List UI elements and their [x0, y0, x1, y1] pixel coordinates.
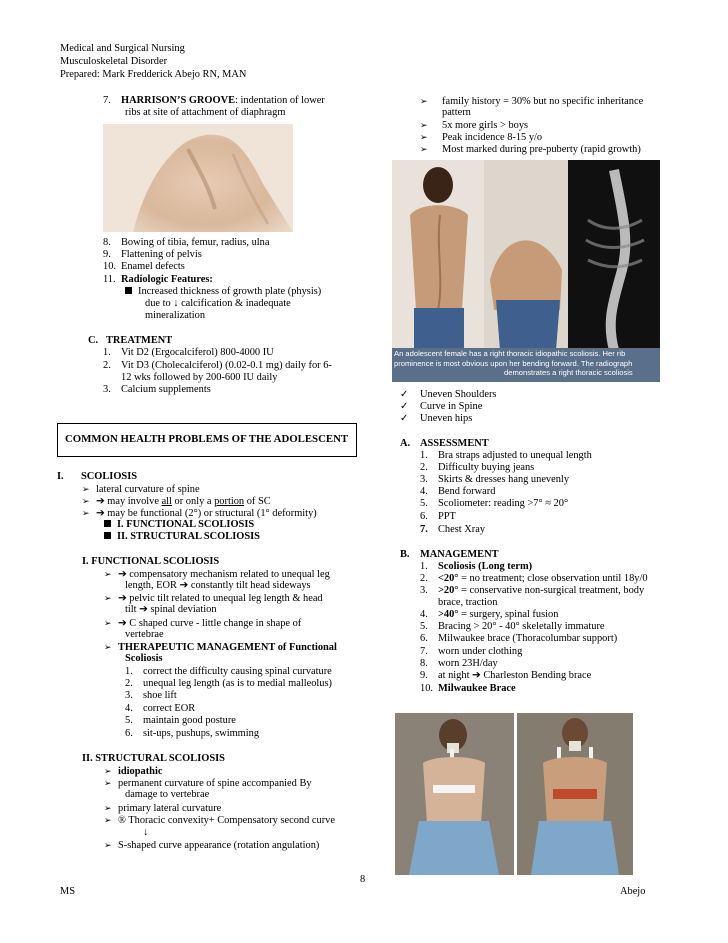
assessment-3: 3. Skirts & dresses hang unevenly — [420, 474, 570, 485]
management-7: 7. worn under clothing — [420, 646, 523, 657]
footer-right: Abejo — [620, 886, 646, 897]
therapy-5: 5. maintain good posture — [125, 715, 236, 726]
milwaukee-brace-photo-1 — [395, 713, 514, 875]
treatment-heading: C. TREATMENT — [88, 335, 173, 346]
milwaukee-brace-image-1 — [395, 713, 514, 875]
therapy-3: 3. shoe lift — [125, 690, 177, 701]
structural-4: ➢ ® Thoracic convexity+ Compensatory second curve — [104, 815, 335, 826]
right-bullet-1: ➢ family history = 30% but no specific inheritance — [420, 96, 644, 107]
structural-heading: II. STRUCTURAL SCOLIOSIS — [82, 753, 225, 764]
arrow-bullet-icon: ➢ — [104, 569, 112, 579]
management-4: 4. >40° = surgery, spinal fusion — [420, 609, 559, 620]
therapy-2: 2. unequal leg length (as is to medial malleolus) — [125, 678, 333, 689]
functional-2-cont: tilt ➔ spinal deviation — [125, 604, 217, 615]
arrow-bullet-icon: ➢ — [104, 593, 112, 603]
check-3: ✓ Uneven hips — [400, 413, 473, 424]
item-10: 10. Enamel defects — [103, 261, 185, 272]
assessment-5: 5. Scoliometer: reading >7° ≈ 20° — [420, 498, 569, 509]
functional-1-cont: length, EOR ➔ constantly tilt head sideways — [125, 580, 311, 591]
check-icon: ✓ — [400, 413, 409, 424]
check-icon: ✓ — [400, 401, 409, 412]
structural-1: ➢ idiopathic — [104, 766, 163, 777]
arrow-bullet-icon: ➢ — [82, 484, 90, 494]
square-bullet-icon — [125, 287, 132, 294]
management-3: 3. >20° = conservative non-surgical treatment, body — [420, 585, 645, 596]
arrow-bullet-icon: ➢ — [104, 618, 112, 628]
arrow-bullet-icon: ➢ — [104, 778, 112, 788]
right-bullet-3: ➢ Peak incidence 8-15 y/o — [420, 132, 543, 143]
functional-3: ➢ ➔ C shaped curve - little change in shape of — [104, 618, 302, 629]
header-line-2: Musculoskeletal Disorder — [60, 56, 168, 67]
functional-4: ➢ THERAPEUTIC MANAGEMENT of Functional — [104, 642, 337, 653]
assessment-7: 7. Chest Xray — [420, 524, 486, 535]
arrow-bullet-icon: ➢ — [82, 508, 90, 518]
functional-heading: I. FUNCTIONAL SCOLIOSIS — [82, 556, 220, 567]
functional-2: ➢ ➔ pelvic tilt related to unequal leg length & head — [104, 593, 323, 604]
structural-2: ➢ permanent curvature of spine accompanied By — [104, 778, 312, 789]
management-heading: B. MANAGEMENT — [400, 549, 499, 560]
arrow-bullet-icon: ➢ — [420, 144, 428, 154]
square-bullet-icon — [104, 520, 111, 527]
arrow-bullet-icon: ➢ — [104, 815, 112, 825]
structural-2-cont: damage to vertebrae — [125, 789, 210, 800]
arrow-bullet-icon: ➢ — [104, 803, 112, 813]
scoliosis-point-1: ➢ lateral curvature of spine — [82, 484, 200, 495]
structural-5: ➢ S-shaped curve appearance (rotation angulation) — [104, 840, 320, 851]
treatment-3: 3. Calcium supplements — [103, 384, 211, 395]
assessment-2: 2. Difficulty buying jeans — [420, 462, 535, 473]
header-line-1: Medical and Surgical Nursing — [60, 43, 185, 54]
structural-3: ➢ primary lateral curvature — [104, 803, 222, 814]
assessment-4: 4. Bend forward — [420, 486, 496, 497]
assessment-heading: A. ASSESSMENT — [400, 438, 489, 449]
item-9: 9. Flattening of pelvis — [103, 249, 202, 260]
assessment-1: 1. Bra straps adjusted to unequal length — [420, 450, 592, 461]
check-icon: ✓ — [400, 389, 409, 400]
management-6: 6. Milwaukee brace (Thoracolumbar support) — [420, 633, 618, 644]
treatment-2-cont: 12 wks followed by 200-600 IU daily — [121, 372, 278, 383]
harrisons-groove-photo — [103, 124, 293, 232]
management-1: 1. Scoliosis (Long term) — [420, 561, 533, 572]
check-2: ✓ Curve in Spine — [400, 401, 483, 412]
therapy-6: 6. sit-ups, pushups, swimming — [125, 728, 260, 739]
arrow-bullet-icon: ➢ — [420, 132, 428, 142]
arrow-bullet-icon: ➢ — [104, 840, 112, 850]
assessment-6: 6. PPT — [420, 511, 456, 522]
functional-3-cont: vertebrae — [125, 629, 164, 640]
functional-1: ➢ ➔ compensatory mechanism related to unequal leg — [104, 569, 330, 580]
therapy-4: 4. correct EOR — [125, 703, 196, 714]
arrow-bullet-icon: ➢ — [104, 642, 112, 652]
management-9: 9. at night ➔ Charleston Bending brace — [420, 670, 592, 681]
treatment-2: 2. Vit D3 (Cholecalciferol) (0.02-0.1 mg) daily for 6- — [103, 360, 332, 371]
right-bullet-4: ➢ Most marked during pre-puberty (rapid growth) — [420, 144, 641, 155]
structural-4-arrow: ↓ — [143, 827, 149, 838]
scoliosis-point-2: ➢ ➔ may involve all or only a portion of SC — [82, 496, 271, 507]
page-number: 8 — [360, 874, 366, 885]
arrow-bullet-icon: ➢ — [420, 96, 428, 106]
treatment-1: 1. Vit D2 (Ergocalciferol) 800-4000 IU — [103, 347, 274, 358]
milwaukee-brace-photo-2 — [517, 713, 633, 875]
arrow-bullet-icon: ➢ — [82, 496, 90, 506]
photo-caption: An adolescent female has a right thoracic idiopathic scoliosis. Her rib prominence is most obvious upon her bending forward. The radiograph demonstrates a right thoracic scoliosis — [394, 349, 633, 378]
management-5: 5. Bracing > 20° - 40° skeletally immature — [420, 621, 605, 632]
milwaukee-brace-image-2 — [517, 713, 633, 875]
radiologic-3: mineralization — [145, 310, 206, 321]
radiologic-1: Increased thickness of growth plate (physis) — [125, 286, 321, 299]
right-bullet-2: ➢ 5x more girls > boys — [420, 120, 529, 131]
management-10: 10. Milwaukee Brace — [420, 683, 516, 694]
scoliosis-point-3: ➢ ➔ may be functional (2°) or structural (1° deformity) — [82, 508, 317, 519]
scoliosis-sub-1: I. FUNCTIONAL SCOLIOSIS — [104, 519, 254, 532]
section-title: COMMON HEALTH PROBLEMS OF THE ADOLESCENT — [65, 433, 349, 445]
radiologic-2: due to ↓ calcification & inadequate — [145, 298, 291, 309]
item-7: 7. HARRISON’S GROOVE: indentation of lower — [103, 95, 325, 106]
scoliosis-photo-group — [392, 160, 660, 382]
right-bullet-1-cont: pattern — [442, 107, 471, 118]
scoliosis-sub-2: II. STRUCTURAL SCOLIOSIS — [104, 531, 260, 544]
footer-left: MS — [60, 886, 76, 897]
item-8: 8. Bowing of tibia, femur, radius, ulna — [103, 237, 270, 248]
management-3-cont: brace, traction — [438, 597, 498, 608]
harrisons-groove-image — [103, 124, 293, 232]
therapy-1: 1. correct the difficulty causing spinal curvature — [125, 666, 332, 677]
management-8: 8. worn 23H/day — [420, 658, 498, 669]
item-7-cont: ribs at site of attachment of diaphragm — [125, 107, 286, 118]
scoliosis-heading: I. SCOLIOSIS — [57, 471, 138, 482]
functional-4-cont: Scoliosis — [125, 653, 163, 664]
arrow-bullet-icon: ➢ — [420, 120, 428, 130]
header-line-3: Prepared: Mark Fredderick Abejo RN, MAN — [60, 69, 247, 80]
arrow-bullet-icon: ➢ — [104, 766, 112, 776]
square-bullet-icon — [104, 532, 111, 539]
management-2: 2. <20° = no treatment; close observation until 18y/0 — [420, 573, 648, 584]
check-1: ✓ Uneven Shoulders — [400, 389, 497, 400]
item-11: 11. Radiologic Features: — [103, 274, 213, 285]
